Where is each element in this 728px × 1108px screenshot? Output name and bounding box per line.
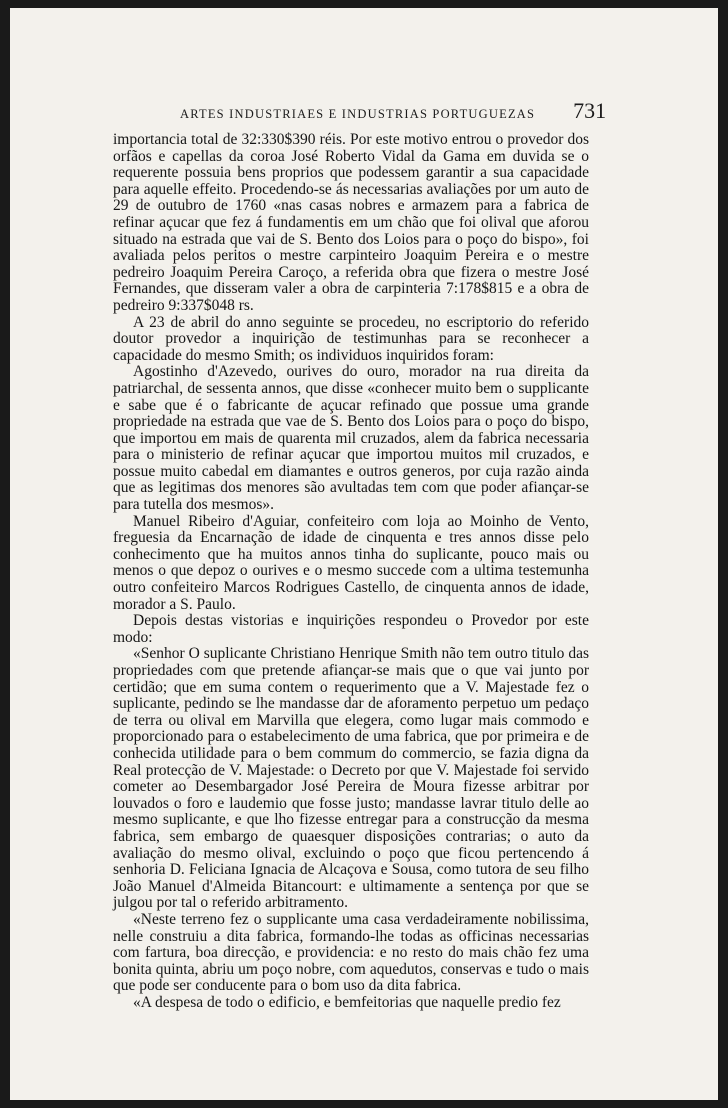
paragraph: «Senhor O suplicante Christiano Henrique Smith não tem outro titulo das propriedades com que pretende afiançar-se mais que o que vai junto por certidão; que em suma contem o requerimento que a V. Majestade fez o suplicante, pedindo se lhe mandasse dar de aforamento perpetuo um pedaço de terra ou olival em Marvilla que elegera, como lugar mais commodo e proporcionado para o estabelecimento de uma fabrica, que por primeira e de conhecida utilidade para o bem commum do commercio, se fazia digna da Real protecção de V. Majestade: o Decreto por que V. Majestade foi servido cometer ao Desembargador José Pereira de Moura fizesse arbitrar por louvados o foro e laudemio que fosse justo; mandasse lavrar titulo delle ao mesmo suplicante, e que lho fizesse entregar para a construcção da mesma fabrica, sem embargo de quaesquer disposições contrarias; o auto da avaliação do mesmo olival, excluindo o poço que ficou pertencendo á senhoria D. Feliciana Ignacia de Alcaçova e Sousa, como tutora de seu filho João Manuel d'Almeida Bitancourt: e ultimamente a sentença por que se julgou por tal o referido arbitramento. <box>113 645 589 912</box>
paragraph: A 23 de abril do anno seguinte se procedeu, no escriptorio do referido doutor provedor a inquirição de testimunhas para se reconhecer a capacidade do mesmo Smith; os individuos inquiridos foram: <box>113 313 589 364</box>
page-number: 731 <box>573 98 607 123</box>
paragraph: «A despesa de todo o edificio, e bemfeitorias que naquelle predio fez <box>133 993 561 1011</box>
paragraph: Depois destas vistorias e inquirições respondeu o Provedor por este modo: <box>113 612 589 646</box>
document-page <box>10 8 718 1100</box>
paragraph: Manuel Ribeiro d'Aguiar, confeiteiro com loja ao Moinho de Vento, freguesia da Encarnação de idade de cinquenta e tres annos disse pelo conhecimento que ha muitos annos tinha do suplicante, pouco mais ou menos o que depoz o ourives e o mesmo succede com a ultima testemunha outro confeiteiro Marcos Rodrigues Castello, de cinquenta annos de idade, morador a S. Paulo. <box>113 512 589 613</box>
header-title: ARTES INDUSTRIAES E INDUSTRIAS PORTUGUEZAS <box>180 107 536 121</box>
paragraph: importancia total de 32:330$390 réis. Por este motivo entrou o provedor dos orfãos e capellas da coroa José Roberto Vidal da Gama em duvida se o requerente possuia bens proprios que podessem garantir a sua capacidade para aquelle effeito. Procedendo-se ás necessarias avaliações por um auto de 29 de outubro de 1760 «nas casas nobres e armazem para a fabrica de refinar açucar que fez á fundamentis em um chão que foi olival que aforou situado na estrada que vai de S. Bento dos Loios para o poço do bispo», foi avaliada pelos peritos o mestre carpinteiro Joaquim Pereira e o mestre pedreiro Joaquim Pereira Caroço, a referida obra que fizera o mestre José Fernandes, que disseram valer a obra de carpinteria 7:178$815 e a obra de pedreiro 9:337$048 rs. <box>113 131 589 314</box>
running-header <box>180 98 620 124</box>
paragraph: «Neste terreno fez o supplicante uma casa verdadeiramente nobilissima, nelle construiu a dita fabrica, formando-lhe todas as officinas necessarias com fartura, boa direcção, e providencia: e no resto do mais chão fez uma bonita quinta, abriu um poço nobre, com aquedutos, conservas e tudo o mais que pode ser conducente para o bom uso da dita fabrica. <box>113 910 589 995</box>
paragraph: Agostinho d'Azevedo, ourives do ouro, morador na rua direita da patriarchal, de sessenta annos, que disse «conhecer muito bem o supplicante e sabe que é o fabricante de açucar refinado que possue uma grande propriedade na estrada que vae de S. Bento dos Loios para o poço do bispo, que importou em mais de quarenta mil cruzados, alem da fabrica necessaria para o ministerio de refinar açucar que importou muitos mil cruzados, e possue muito cabedal em diamantes e outros generos, por cuja razão ainda que as legitimas dos menores são avultadas tem com que poder afiançar-se para tutella dos mesmos». <box>113 363 589 514</box>
body-text <box>113 132 589 1011</box>
